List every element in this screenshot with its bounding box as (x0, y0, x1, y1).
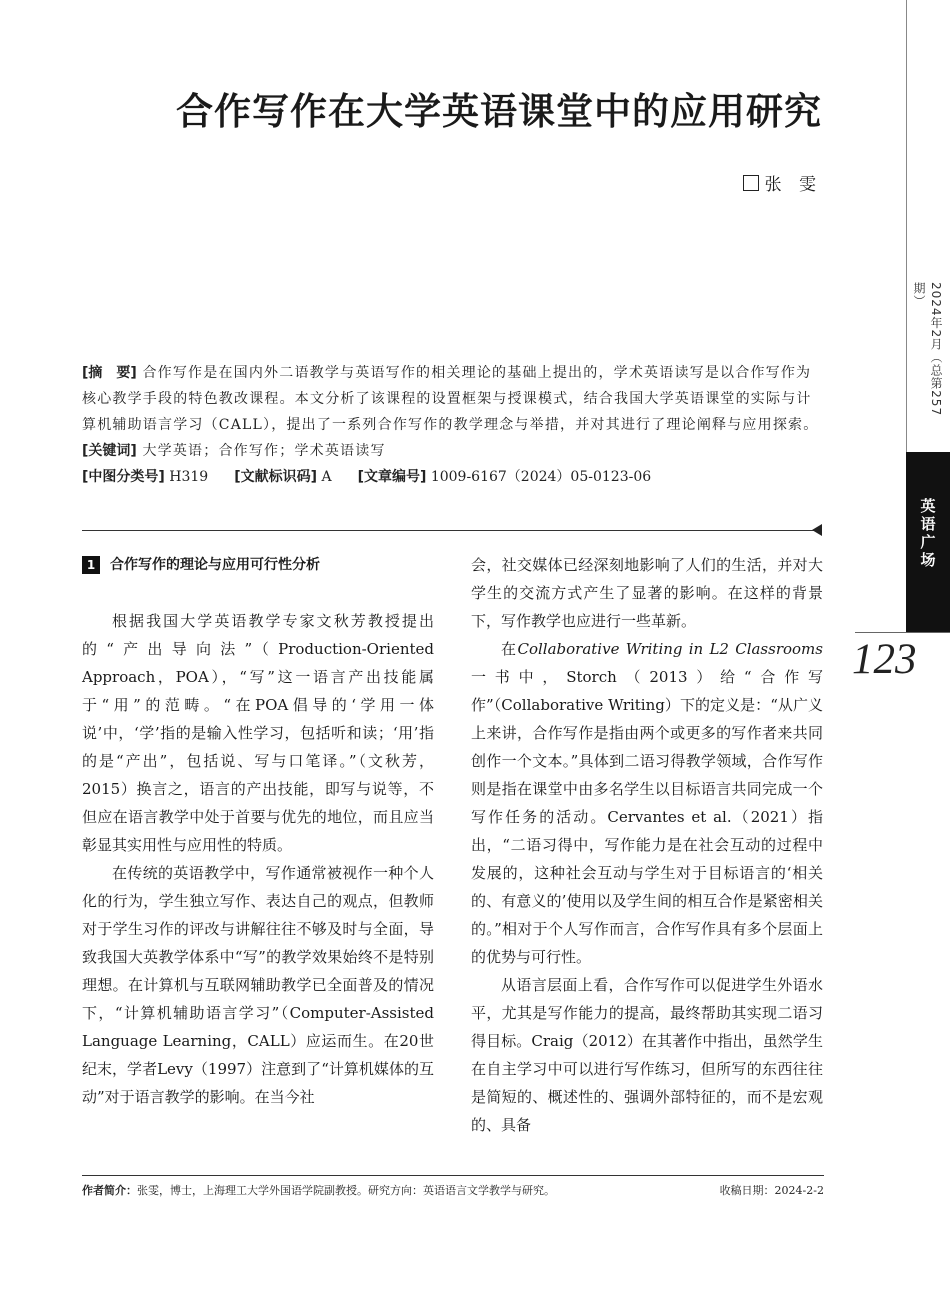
issue-info: 2024年2月（总第257期） (912, 282, 943, 417)
author-line (743, 170, 822, 195)
section-tab: 英语广场 (906, 452, 950, 632)
keywords-label: [关键词] (82, 443, 137, 459)
abstract-label: [摘 要] (82, 365, 137, 381)
clc-value: H319 (169, 469, 209, 485)
paragraph: 在Collaborative Writing in L2 Classrooms一书中，Storch（2013）给“合作写作”（Collaborative Writing）下的定义是：“从广义上来讲，合作写作是指由两个或更多的写作者来共同创作一个文本。”具体到二语习得教学领域，合作写作则是指在课堂中由多名学生以目标语言共同完成一个写作任务的活动。Cervantes et al.（2021）指出，“二语习得中，写作能力是在社会互动的过程中发展的，这种社会互动与学生对于目标语言的‘相关的、有意义的’使用以及学生间的相互合作是紧密相关的。”相对于个人写作而言，合作写作具有多个层面上的优势与可行性。 (471, 640, 823, 966)
author-bio: 张雯，博士，上海理工大学外国语学院副教授。研究方向：英语语言文学教学与研究。 (137, 1184, 555, 1197)
abstract-text: 合作写作是在国内外二语教学与英语写作的相关理论的基础上提出的，学术英语读写是以合作写作为核心教学手段的特色教改课程。本文分析了该课程的设置框架与授课模式，结合我国大学英语课堂的实际与计算机辅助语言学习（CALL），提出了一系列合作写作的教学理念与举措，并对其进行了理论阐释与应用探索。 (82, 365, 819, 433)
abstract-block (82, 360, 822, 490)
clc-label: [中图分类号] (82, 469, 165, 485)
square-box-icon (743, 175, 759, 191)
footnote-label: 作者简介： (82, 1184, 137, 1197)
paragraph: 在传统的英语教学中，写作通常被视作一种个人化的行为，学生独立写作、表达自己的观点，但教师对于学生习作的评改与讲解往往不够及时与全面，导致我国大英教学体系中“写”的教学效果始终不是特别理想。在计算机与互联网辅助教学已全面普及的情况下，“计算机辅助语言学习”（Computer-Assisted Language Learning，CALL）应运而生。在20世纪末，学者Levy（1997）注意到了“计算机媒体的互动”对于语言教学的影响。在当今社 (82, 864, 434, 1106)
paragraph: 从语言层面上看，合作写作可以促进学生外语水平，尤其是写作能力的提高，最终帮助其实现二语习得目标。Craig（2012）在其著作中指出，虽然学生在自主学习中可以进行写作练习，但所写的东西往往是简短的、概述性的、强调外部特征的，而不是宏观的、具备 (471, 976, 823, 1134)
section-heading (82, 551, 434, 579)
page-number: 123 (852, 636, 917, 683)
article-no-value: 1009-6167（2024）05-0123-06 (430, 469, 652, 485)
abstract (82, 360, 822, 438)
arrow-left-icon (812, 524, 822, 536)
section-number: 1 (82, 556, 100, 574)
abstract-divider (82, 530, 814, 531)
article-no-label: [文章编号] (357, 469, 427, 485)
keywords (82, 438, 822, 464)
right-column (471, 551, 823, 1139)
doc-code-label: [文献标识码] (234, 469, 317, 485)
keywords-text: 大学英语；合作写作；学术英语读写 (142, 443, 386, 459)
paragraph: 根据我国大学英语教学专家文秋芳教授提出的“产出导向法”（Production-Oriented Approach，POA），“写”这一语言产出技能属于“用”的范畴。“在POA倡导的‘学用一体说’中，‘学’指的是输入性学习，包括听和读；‘用’指的是“产出”，包括说、写与口笔译。”（文秋芳，2015）换言之，语言的产出技能，即写与说等，不但应在语言教学中处于首要与优先的地位，而且应当彰显其实用性与应用性的特质。 (82, 612, 434, 854)
author-name: 张 雯 (764, 175, 822, 195)
footnote-divider (82, 1175, 824, 1176)
classification-line (82, 464, 822, 490)
doc-code-value: A (321, 469, 332, 485)
article-title: 合作写作在大学英语课堂中的应用研究 (176, 89, 822, 133)
page-number-rule (855, 632, 950, 633)
paragraph-continuation: 会，社交媒体已经深刻地影响了人们的生活，并对大学生的交流方式产生了显著的影响。在这样的背景下，写作教学也应进行一些革新。 (471, 556, 823, 630)
section-title: 合作写作的理论与应用可行性分析 (110, 557, 320, 573)
left-column (82, 551, 434, 1111)
book-title: Collaborative Writing in L2 Classrooms (517, 640, 823, 658)
footnote (82, 1181, 824, 1201)
received-date: 收稿日期：2024-2-2 (719, 1184, 824, 1197)
